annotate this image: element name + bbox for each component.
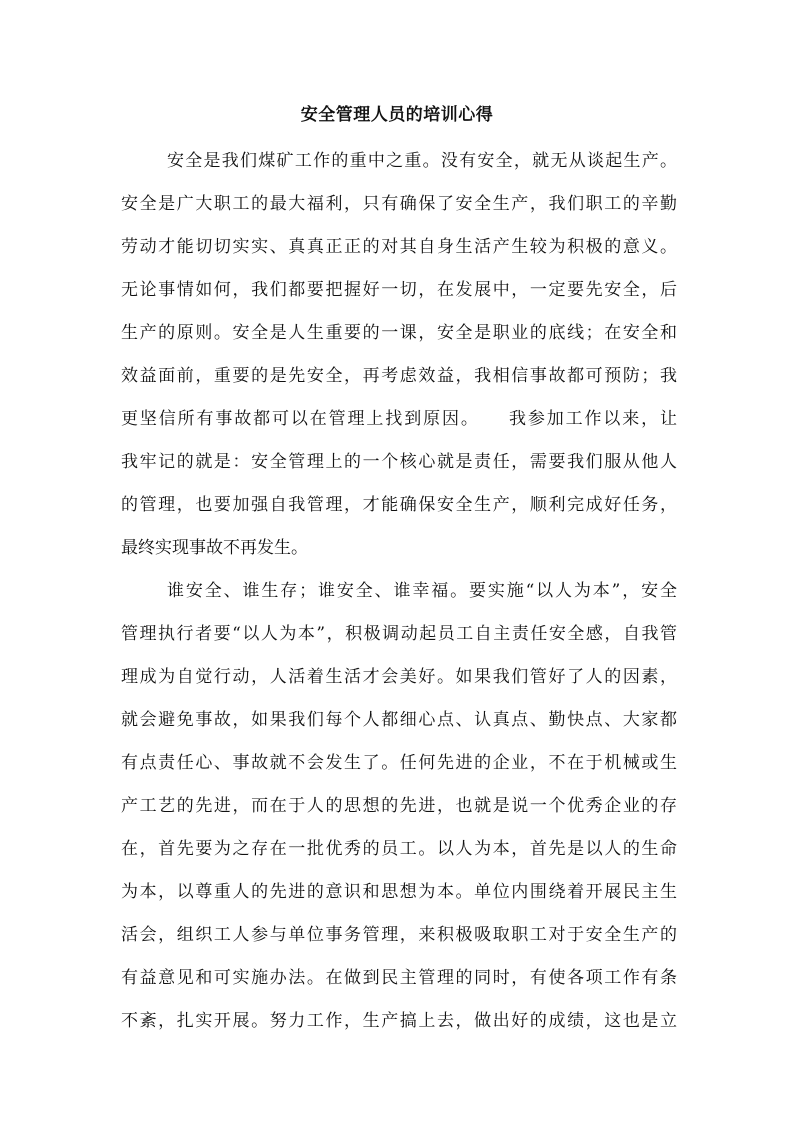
- document-title: 安全管理人员的培训心得: [300, 105, 494, 125]
- paragraph-1-line-10: 最终实现事故不再发生。: [121, 538, 308, 558]
- paragraph-1-line-4: 无论事情如何，我们都要把握好一切，在发展中，一定要先安全，后: [121, 280, 677, 300]
- paragraph-1-line-5: 生产的原则。安全是人生重要的一课，安全是职业的底线；在安全和: [121, 323, 677, 343]
- paragraph-2-line-5: 有点责任心、事故就不会发生了。任何先进的企业，不在于机械或生: [121, 753, 677, 773]
- paragraph-2-line-3: 理成为自觉行动，人活着生活才会美好。如果我们管好了人的因素，: [121, 667, 677, 687]
- paragraph-2-line-2: 管理执行者要“以人为本”，积极调动起员工自主责任安全感，自我管: [121, 624, 677, 644]
- paragraph-1-line-7: 更坚信所有事故都可以在管理上找到原因。 我参加工作以来，让: [121, 409, 677, 429]
- paragraph-2-line-6: 产工艺的先进，而在于人的思想的先进，也就是说一个优秀企业的存: [121, 796, 677, 816]
- paragraph-1-line-3: 劳动才能切切实实、真真正正的对其自身生活产生较为积极的意义。: [121, 237, 677, 257]
- paragraph-2-line-10: 有益意见和可实施办法。在做到民主管理的同时，有使各项工作有条: [121, 968, 677, 988]
- paragraph-1-line-2: 安全是广大职工的最大福利，只有确保了安全生产，我们职工的辛勤: [121, 194, 677, 214]
- paragraph-1-line-1: 安全是我们煤矿工作的重中之重。没有安全，就无从谈起生产。: [167, 151, 677, 171]
- paragraph-2-line-8: 为本，以尊重人的先进的意识和思想为本。单位内围绕着开展民主生: [121, 882, 677, 902]
- paragraph-2-line-7: 在，首先要为之存在一批优秀的员工。以人为本，首先是以人的生命: [121, 839, 677, 859]
- paragraph-1-line-9: 的管理，也要加强自我管理，才能确保安全生产，顺利完成好任务，: [121, 495, 677, 515]
- paragraph-2-line-11: 不紊，扎实开展。努力工作，生产搞上去，做出好的成绩，这也是立: [121, 1011, 677, 1031]
- paragraph-1-line-8: 我牢记的就是：安全管理上的一个核心就是责任，需要我们服从他人: [121, 452, 677, 472]
- paragraph-2-line-4: 就会避免事故，如果我们每个人都细心点、认真点、勤快点、大家都: [121, 710, 677, 730]
- paragraph-1-line-6: 效益面前，重要的是先安全，再考虑效益，我相信事故都可预防；我: [121, 366, 677, 386]
- paragraph-2-line-9: 活会，组织工人参与单位事务管理，来积极吸取职工对于安全生产的: [121, 925, 677, 945]
- paragraph-2-line-1: 谁安全、谁生存；谁安全、谁幸福。要实施“以人为本”，安全: [167, 581, 677, 601]
